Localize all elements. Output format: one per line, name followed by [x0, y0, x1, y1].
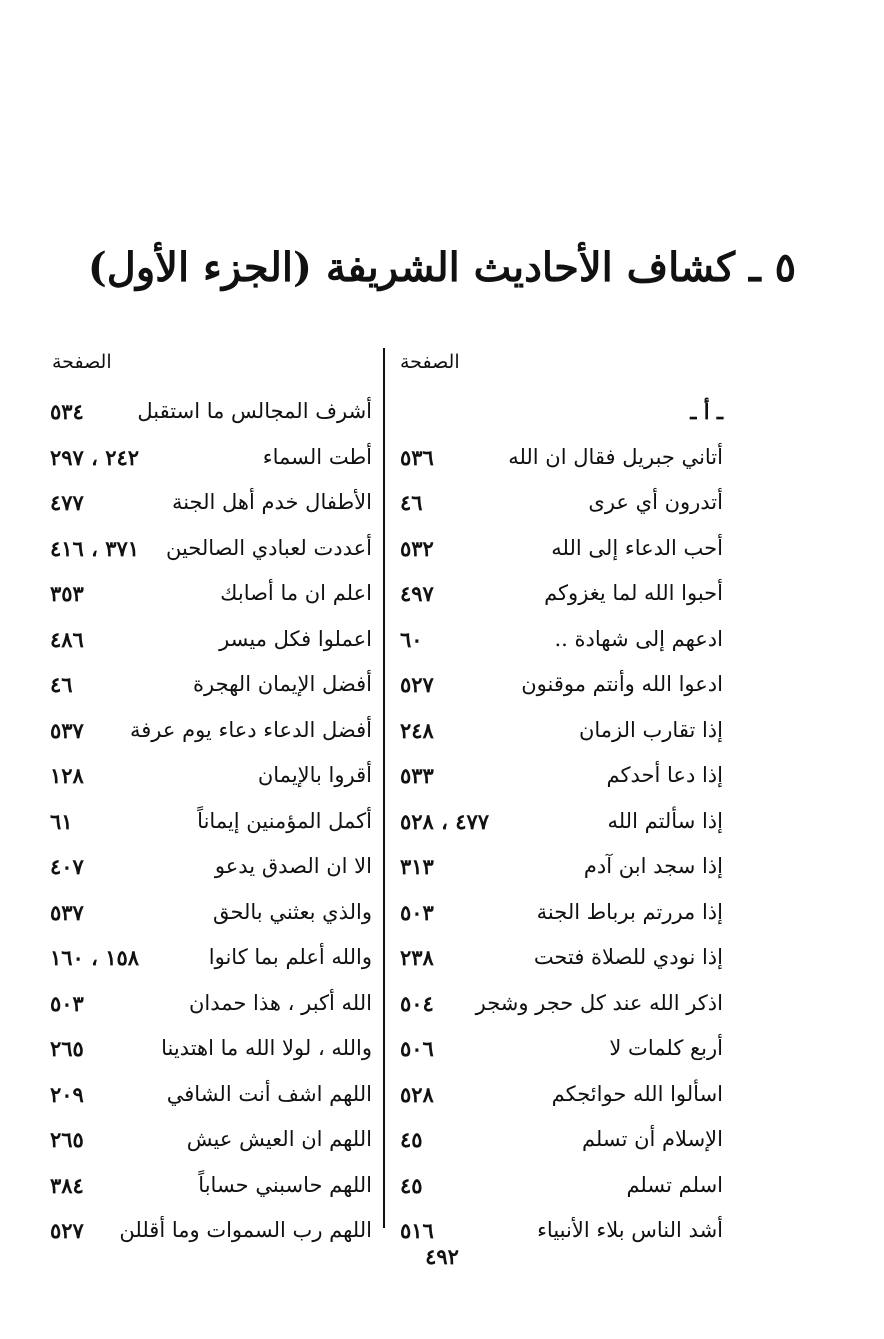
index-entry: [50, 662, 372, 708]
entry-page-number: ٣١٣: [400, 854, 434, 879]
index-entry: [390, 1072, 723, 1118]
index-entry: [390, 435, 723, 481]
left-column: [50, 389, 372, 1254]
entry-page-number: ٥١٦: [400, 1218, 434, 1243]
index-entry: [390, 662, 723, 708]
entry-page-number: ١٢٨: [50, 763, 84, 788]
entry-text: أحبوا الله لما يغزوكم: [544, 581, 723, 605]
index-entry: [50, 1026, 372, 1072]
index-entry: [390, 480, 723, 526]
entry-page-number: ٦١: [50, 808, 73, 834]
entry-text: أحب الدعاء إلى الله: [551, 535, 723, 560]
entry-text: أتاني جبريل فقال ان الله: [508, 444, 723, 469]
entry-page-number: ٢٦٥: [50, 1127, 84, 1152]
entry-page-number: ٦٠: [400, 626, 423, 652]
column-divider: [383, 348, 385, 1228]
index-entry: [390, 1026, 723, 1072]
entry-page-number: ٣٨٤: [50, 1172, 84, 1198]
page-number: ٤٩٢: [425, 1244, 459, 1269]
index-entry: [390, 571, 723, 617]
entry-text: اعلم ان ما أصابك: [220, 581, 372, 605]
entry-text: والله ، لولا الله ما اهتدينا: [161, 1036, 372, 1060]
entry-page-number: ٤٦: [50, 672, 73, 697]
entry-text: إذا سجد ابن آدم: [583, 854, 723, 878]
index-entry: [50, 1163, 372, 1209]
left-column-header: الصفحة: [52, 351, 112, 373]
index-entry: [390, 708, 723, 754]
entry-page-number: ٣٧١ ، ٤١٦: [50, 535, 140, 561]
entry-text: الا ان الصدق يدعو: [214, 854, 372, 878]
entry-text: ـ أ ـ: [690, 399, 723, 424]
index-entry: [390, 526, 723, 572]
entry-page-number: ٥٣٧: [50, 899, 84, 925]
right-column: [390, 389, 723, 1254]
entry-page-number: ٤٥: [400, 1172, 423, 1198]
entry-page-number: ٥٠٣: [50, 990, 84, 1016]
entry-text: أتدرون أي عرى: [588, 490, 723, 514]
entry-text: والله أعلم بما كانوا: [208, 945, 372, 969]
entry-page-number: ٤٠٧: [50, 854, 84, 879]
entry-text: أقروا بالإيمان: [257, 763, 372, 787]
entry-page-number: ٥٢٨: [400, 1081, 434, 1107]
index-entry: [50, 890, 372, 936]
entry-text: إذا مررتم برباط الجنة: [536, 899, 723, 924]
entry-page-number: ٥٣٧: [50, 717, 84, 743]
entry-page-number: ٤٩٧: [400, 581, 434, 606]
index-entry: [50, 935, 372, 981]
entry-page-number: ٥٠٦: [400, 1036, 434, 1061]
entry-text: إذا تقارب الزمان: [578, 717, 723, 742]
index-entry: [50, 526, 372, 572]
entry-page-number: ٤٥: [400, 1127, 423, 1152]
index-entry: [390, 890, 723, 936]
entry-text: والذي بعثني بالحق: [212, 899, 372, 924]
entry-text: ادعوا الله وأنتم موقنون: [521, 672, 723, 696]
entry-page-number: ٤٨٦: [50, 626, 84, 652]
entry-text: أكمل المؤمنين إيماناً: [197, 808, 372, 833]
entry-text: أعددت لعبادي الصالحين: [165, 535, 372, 560]
entry-text: الله أكبر ، هذا حمدان: [188, 990, 372, 1015]
index-entry: [390, 617, 723, 663]
entry-text: اسلم تسلم: [626, 1172, 723, 1197]
index-entry: [50, 799, 372, 845]
entry-page-number: ٣٥٣: [50, 581, 84, 606]
entry-page-number: ٥٢٧: [50, 1218, 84, 1243]
entry-page-number: ٥٢٧: [400, 672, 434, 697]
index-entry: [50, 435, 372, 481]
page-title: ٥ ـ كشاف الأحاديث الشريفة (الجزء الأول): [87, 244, 797, 291]
index-entry: [390, 1117, 723, 1163]
entry-page-number: ٢٣٨: [400, 945, 434, 970]
entry-text: أربع كلمات لا: [609, 1036, 723, 1060]
entry-text: الإسلام أن تسلم: [581, 1127, 723, 1151]
entry-text: أفضل الدعاء دعاء يوم عرفة: [129, 717, 372, 742]
entry-text: أشد الناس بلاء الأنبياء: [537, 1218, 723, 1242]
entry-page-number: ٥٠٤: [400, 990, 434, 1016]
entry-text: أشرف المجالس ما استقبل: [137, 399, 372, 423]
entry-text: اعملوا فكل ميسر: [219, 626, 372, 651]
entry-page-number: ٢٦٥: [50, 1036, 84, 1061]
index-entry: [390, 753, 723, 799]
index-entry: [50, 708, 372, 754]
index-entry: [390, 799, 723, 845]
index-entry: [50, 753, 372, 799]
entry-page-number: ٥٣٣: [400, 763, 434, 788]
entry-text: اسألوا الله حوائجكم: [551, 1081, 723, 1106]
entry-text: أفضل الإيمان الهجرة: [192, 672, 372, 696]
index-entry: [50, 844, 372, 890]
index-entry: [390, 935, 723, 981]
index-entry: [50, 480, 372, 526]
entry-text: إذا سألتم الله: [607, 808, 723, 833]
entry-page-number: ٥٣٢: [400, 535, 434, 561]
entry-page-number: ٤٧٧ ، ٥٢٨: [400, 808, 490, 834]
entry-text: اللهم رب السموات وما أقللن: [119, 1218, 372, 1242]
index-entry: [50, 981, 372, 1027]
right-column-header: الصفحة: [400, 351, 460, 373]
entry-page-number: ٢٠٩: [50, 1081, 84, 1107]
index-entry: [50, 1072, 372, 1118]
entry-text: اللهم حاسبني حساباً: [198, 1172, 372, 1197]
entry-page-number: ٢٤٨: [400, 717, 434, 743]
index-entry: [50, 571, 372, 617]
index-entry: [390, 389, 723, 435]
entry-page-number: ٥٣٤: [50, 399, 84, 424]
entry-page-number: ٢٤٢ ، ٢٩٧: [50, 444, 140, 470]
index-entry: [390, 844, 723, 890]
entry-text: اذكر الله عند كل حجر وشجر: [475, 990, 723, 1015]
entry-text: أطت السماء: [262, 444, 372, 469]
entry-text: اللهم ان العيش عيش: [186, 1127, 372, 1151]
entry-page-number: ٥٣٦: [400, 444, 434, 470]
entry-text: إذا دعا أحدكم: [606, 763, 723, 787]
index-entry: [50, 389, 372, 435]
index-entry: [390, 981, 723, 1027]
entry-text: اللهم اشف أنت الشافي: [166, 1081, 372, 1106]
entry-page-number: ٤٧٧: [50, 490, 84, 515]
index-entry: [50, 617, 372, 663]
entry-page-number: ٤٦: [400, 490, 423, 515]
entry-text: ادعهم إلى شهادة ..: [554, 626, 723, 651]
entry-text: الأطفال خدم أهل الجنة: [171, 490, 372, 514]
index-entry: [390, 1163, 723, 1209]
entry-text: إذا نودي للصلاة فتحت: [533, 945, 723, 969]
entry-page-number: ٥٠٣: [400, 899, 434, 925]
index-entry: [50, 1117, 372, 1163]
entry-page-number: ١٥٨ ، ١٦٠: [50, 945, 140, 970]
